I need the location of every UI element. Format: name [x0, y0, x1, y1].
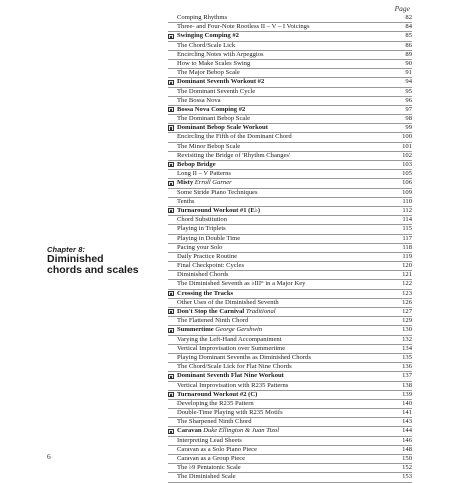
toc-entry-title: Don't Stop the Carnival Traditional	[177, 308, 276, 315]
toc-entry-page-number: 134	[402, 344, 412, 352]
toc-entry[interactable]	[168, 400, 412, 409]
audio-track-icon	[168, 374, 174, 379]
page-folio: 6	[47, 452, 51, 461]
toc-entry-title: Playing in Triplets	[177, 225, 226, 233]
toc-entry[interactable]	[168, 170, 412, 179]
toc-entry-page-number: 126	[402, 298, 412, 306]
toc-entry[interactable]	[168, 317, 412, 326]
toc-entry-page-number: 98	[405, 115, 412, 123]
toc-entry[interactable]	[168, 97, 412, 106]
toc-entry-title: Encircling the Fifth of the Dominant Chord	[177, 133, 292, 141]
toc-entry-title: Dominant Seventh Flat Nine Workout	[177, 372, 284, 380]
toc-entry-page-number: 101	[402, 142, 412, 150]
toc-entry-title: Some Stride Piano Techniques	[177, 188, 258, 196]
toc-entry[interactable]	[168, 418, 412, 427]
toc-entry-page-number: 135	[402, 353, 412, 361]
toc-entry-page-number: 127	[402, 308, 412, 315]
toc-entry-title: Revisiting the Bridge of 'Rhythm Changes'	[177, 151, 291, 159]
toc-entry-title: Caravan as a Solo Piano Piece	[177, 445, 258, 453]
toc-entry-title: Caravan Duke Ellington & Juan Tizol	[177, 427, 280, 435]
toc-entry-title: Tenths	[177, 197, 195, 205]
toc-entry[interactable]	[168, 115, 412, 124]
toc-entry-title: The Minor Bebop Scale	[177, 142, 241, 150]
toc-entry-title: The Flattened Ninth Chord	[177, 317, 249, 325]
toc-entry-page-number: 90	[405, 59, 412, 67]
toc-entry-page-number: 153	[402, 473, 412, 481]
toc-entry-title: Final Checkpoint: Cycles	[177, 262, 245, 270]
toc-entry-title: The Chord/Scale Lick	[177, 41, 236, 49]
toc-entry[interactable]	[168, 60, 412, 69]
toc-entry-page-number: 105	[402, 170, 412, 178]
toc-entry-title: Diminished Chords	[177, 271, 229, 279]
toc-entry[interactable]	[168, 372, 412, 381]
toc-entry[interactable]	[168, 455, 412, 464]
toc-entry-title: Dominant Bebop Scale Workout	[177, 124, 268, 132]
toc-entry-title: The Dominant Seventh Cycle	[177, 87, 256, 95]
toc-entry[interactable]	[168, 14, 412, 23]
toc-entry-page-number: 138	[402, 381, 412, 389]
toc-entry-page-number: 121	[402, 271, 412, 279]
toc-entry[interactable]	[168, 143, 412, 152]
chapter-title-line2: chords and scales	[47, 264, 139, 276]
toc-entry-page-number: 95	[405, 87, 412, 95]
toc-entry-title: Encircling Notes with Arpeggios	[177, 50, 264, 58]
toc-entry-page-number: 140	[402, 399, 412, 407]
toc-entry[interactable]	[168, 69, 412, 78]
toc-entry-title: The Bossa Nova	[177, 96, 221, 104]
toc-entry-title: Interpreting Lead Sheets	[177, 436, 242, 444]
toc-entry-title: Three- and Four-Note Rootless II – V – I Voicings	[177, 23, 310, 31]
toc-entry[interactable]	[168, 235, 412, 244]
toc-entry-page-number: 141	[402, 409, 412, 417]
audio-track-icon	[168, 208, 174, 213]
toc-entry-page-number: 123	[402, 289, 412, 297]
toc-entry-page-number: 100	[402, 133, 412, 141]
toc-entry-composer: George Gershwin	[215, 326, 263, 334]
toc-entry[interactable]	[168, 280, 412, 289]
toc-entry-title: Vertical Improvisation with R235 Patterns	[177, 381, 289, 389]
toc-entry-title: Turnaround Workout #2 (C)	[177, 390, 258, 398]
toc-entry-page-number: 84	[405, 23, 412, 31]
toc-entry[interactable]	[168, 78, 412, 87]
toc-entry[interactable]	[168, 271, 412, 280]
toc-entry[interactable]	[168, 345, 412, 354]
toc-entry-title: Crossing the Tracks	[177, 289, 234, 297]
toc-entry-page-number: 89	[405, 50, 412, 58]
toc-entry-page-number: 112	[402, 206, 412, 214]
toc-entry-page-number: 82	[405, 14, 412, 21]
toc-entry[interactable]	[168, 391, 412, 400]
toc-entry-title: How to Make Scales Swing	[177, 59, 251, 67]
audio-track-icon	[168, 125, 174, 130]
toc-entry-title: Summertime George Gershwin	[177, 326, 263, 334]
toc-entry[interactable]	[168, 216, 412, 225]
toc-entry[interactable]	[168, 23, 412, 32]
toc-entry-title: The Sharpened Ninth Chord	[177, 418, 252, 426]
toc-entry-page-number: 130	[402, 326, 412, 334]
toc-entry-title: Playing in Double Time	[177, 234, 241, 242]
toc-entry-title: Pacing your Solo	[177, 243, 223, 251]
chapter-title-line1: Diminished	[47, 253, 104, 265]
toc-entry-page-number: 143	[402, 418, 412, 426]
toc-entry[interactable]	[168, 446, 412, 455]
audio-track-icon	[168, 328, 174, 333]
toc-entry-page-number: 102	[402, 151, 412, 159]
toc-entry-title: Long II – V Patterns	[177, 170, 231, 178]
audio-track-icon	[168, 80, 174, 85]
audio-track-icon	[168, 162, 174, 167]
toc-entry-page-number: 86	[405, 41, 412, 49]
audio-track-icon	[168, 34, 174, 39]
toc-entry[interactable]	[168, 244, 412, 253]
toc-entry-page-number: 139	[402, 390, 412, 398]
toc-entry[interactable]	[168, 161, 412, 170]
audio-track-icon	[168, 181, 174, 186]
toc-entry-page-number: 94	[405, 78, 412, 86]
toc-entry-page-number: 97	[405, 105, 412, 113]
toc-entry-page-number: 91	[405, 69, 412, 77]
toc-entry-title: Double-Time Playing with R235 Motifs	[177, 409, 283, 417]
chapter-number: Chapter 8:	[47, 245, 86, 254]
toc-entry-page-number: 96	[405, 96, 412, 104]
toc-entry-title: Vertical Improvisation over Summertime	[177, 344, 286, 352]
toc-entry[interactable]	[168, 363, 412, 372]
audio-track-icon	[168, 392, 174, 397]
table-of-contents	[168, 14, 412, 483]
toc-entry-title: The Diminished Seventh as ♭III° in a Major Key	[177, 280, 306, 288]
toc-entry-composer: Traditional	[245, 308, 276, 315]
toc-entry-title: The ♭9 Pentatonic Scale	[177, 464, 241, 472]
toc-entry[interactable]	[168, 326, 412, 335]
toc-entry-title: Bebop Bridge	[177, 161, 216, 168]
toc-entry-page-number: 109	[402, 188, 412, 196]
toc-entry-page-number: 103	[402, 161, 412, 168]
toc-entry-page-number: 110	[402, 197, 412, 205]
toc-entry-title: Bossa Nova Comping #2	[177, 105, 246, 113]
toc-entry[interactable]	[168, 299, 412, 308]
toc-entry-page-number: 144	[402, 427, 412, 435]
toc-entry-page-number: 137	[402, 372, 412, 380]
toc-entry[interactable]	[168, 262, 412, 271]
toc-entry-page-number: 114	[402, 216, 412, 224]
chapter-heading	[47, 245, 147, 276]
toc-entry[interactable]	[168, 133, 412, 142]
audio-track-icon	[168, 429, 174, 434]
toc-entry[interactable]	[168, 427, 412, 436]
toc-entry[interactable]	[168, 464, 412, 473]
toc-entry[interactable]	[168, 253, 412, 262]
toc-entry-page-number: 132	[402, 335, 412, 343]
toc-entry[interactable]	[168, 290, 412, 299]
toc-entry-title: Comping Rhythms	[177, 14, 228, 21]
toc-entry-page-number: 148	[402, 445, 412, 453]
toc-entry-title: Caravan as a Group Piece	[177, 455, 246, 462]
toc-entry-page-number: 115	[402, 225, 412, 233]
toc-entry-title: The Chord/Scale Lick for Flat Nine Chords	[177, 363, 292, 371]
toc-entry[interactable]	[168, 106, 412, 115]
toc-entry[interactable]	[168, 189, 412, 198]
toc-entry-page-number: 99	[405, 124, 412, 132]
toc-entry[interactable]	[168, 225, 412, 234]
toc-entry[interactable]	[168, 88, 412, 97]
audio-track-icon	[168, 291, 174, 296]
toc-entry-page-number: 119	[402, 252, 412, 260]
toc-entry[interactable]	[168, 336, 412, 345]
toc-entry-title: Playing Dominant Sevenths as Diminished Chords	[177, 353, 311, 361]
toc-entry-page-number: 85	[405, 32, 412, 40]
toc-entry-page-number: 152	[402, 464, 412, 472]
audio-track-icon	[168, 107, 174, 112]
toc-entry-title: The Major Bebop Scale	[177, 69, 240, 77]
toc-entry-title: Swinging Comping #2	[177, 32, 239, 40]
toc-entry[interactable]	[168, 198, 412, 207]
toc-entry[interactable]	[168, 32, 412, 41]
toc-entry[interactable]	[168, 42, 412, 51]
toc-entry-composer: Erroll Garner	[194, 179, 232, 187]
toc-entry-page-number: 118	[402, 243, 412, 251]
toc-entry-page-number: 146	[402, 436, 412, 444]
toc-entry-title: The Diminished Scale	[177, 473, 236, 481]
toc-entry[interactable]	[168, 124, 412, 133]
toc-entry[interactable]	[168, 473, 412, 482]
toc-entry-title: Daily Practice Routine	[177, 252, 238, 260]
page-column-header: Page	[394, 4, 410, 13]
toc-entry-page-number: 122	[402, 280, 412, 288]
toc-entry[interactable]	[168, 51, 412, 60]
toc-entry[interactable]	[168, 409, 412, 418]
toc-entry-title: The Dominant Bebop Scale	[177, 115, 251, 123]
toc-entry[interactable]	[168, 207, 412, 216]
toc-entry[interactable]	[168, 354, 412, 363]
toc-entry-page-number: 120	[402, 262, 412, 270]
toc-entry-page-number: 136	[402, 363, 412, 371]
toc-entry-title: Varying the Left-Hand Accompaniment	[177, 335, 282, 343]
toc-entry-title: Turnaround Workout #1 (E♭)	[177, 206, 261, 214]
toc-entry[interactable]	[168, 179, 412, 188]
toc-entry[interactable]	[168, 437, 412, 446]
toc-entry-page-number: 129	[402, 317, 412, 325]
toc-entry-title: Other Uses of the Diminished Seventh	[177, 298, 279, 306]
toc-entry-page-number: 117	[402, 234, 412, 242]
toc-entry-composer: Duke Ellington & Juan Tizol	[203, 427, 280, 435]
toc-entry-page-number: 106	[402, 179, 412, 187]
toc-entry-title: Dominant Seventh Workout #2	[177, 78, 265, 86]
toc-entry[interactable]	[168, 382, 412, 391]
audio-track-icon	[168, 309, 174, 314]
toc-entry-title: Misty Erroll Garner	[177, 179, 232, 187]
toc-entry[interactable]	[168, 152, 412, 161]
toc-entry-page-number: 150	[402, 455, 412, 462]
toc-entry-title: Chord Substitution	[177, 216, 228, 224]
toc-entry-title: Developing the R235 Pattern	[177, 399, 254, 407]
toc-entry[interactable]	[168, 308, 412, 317]
